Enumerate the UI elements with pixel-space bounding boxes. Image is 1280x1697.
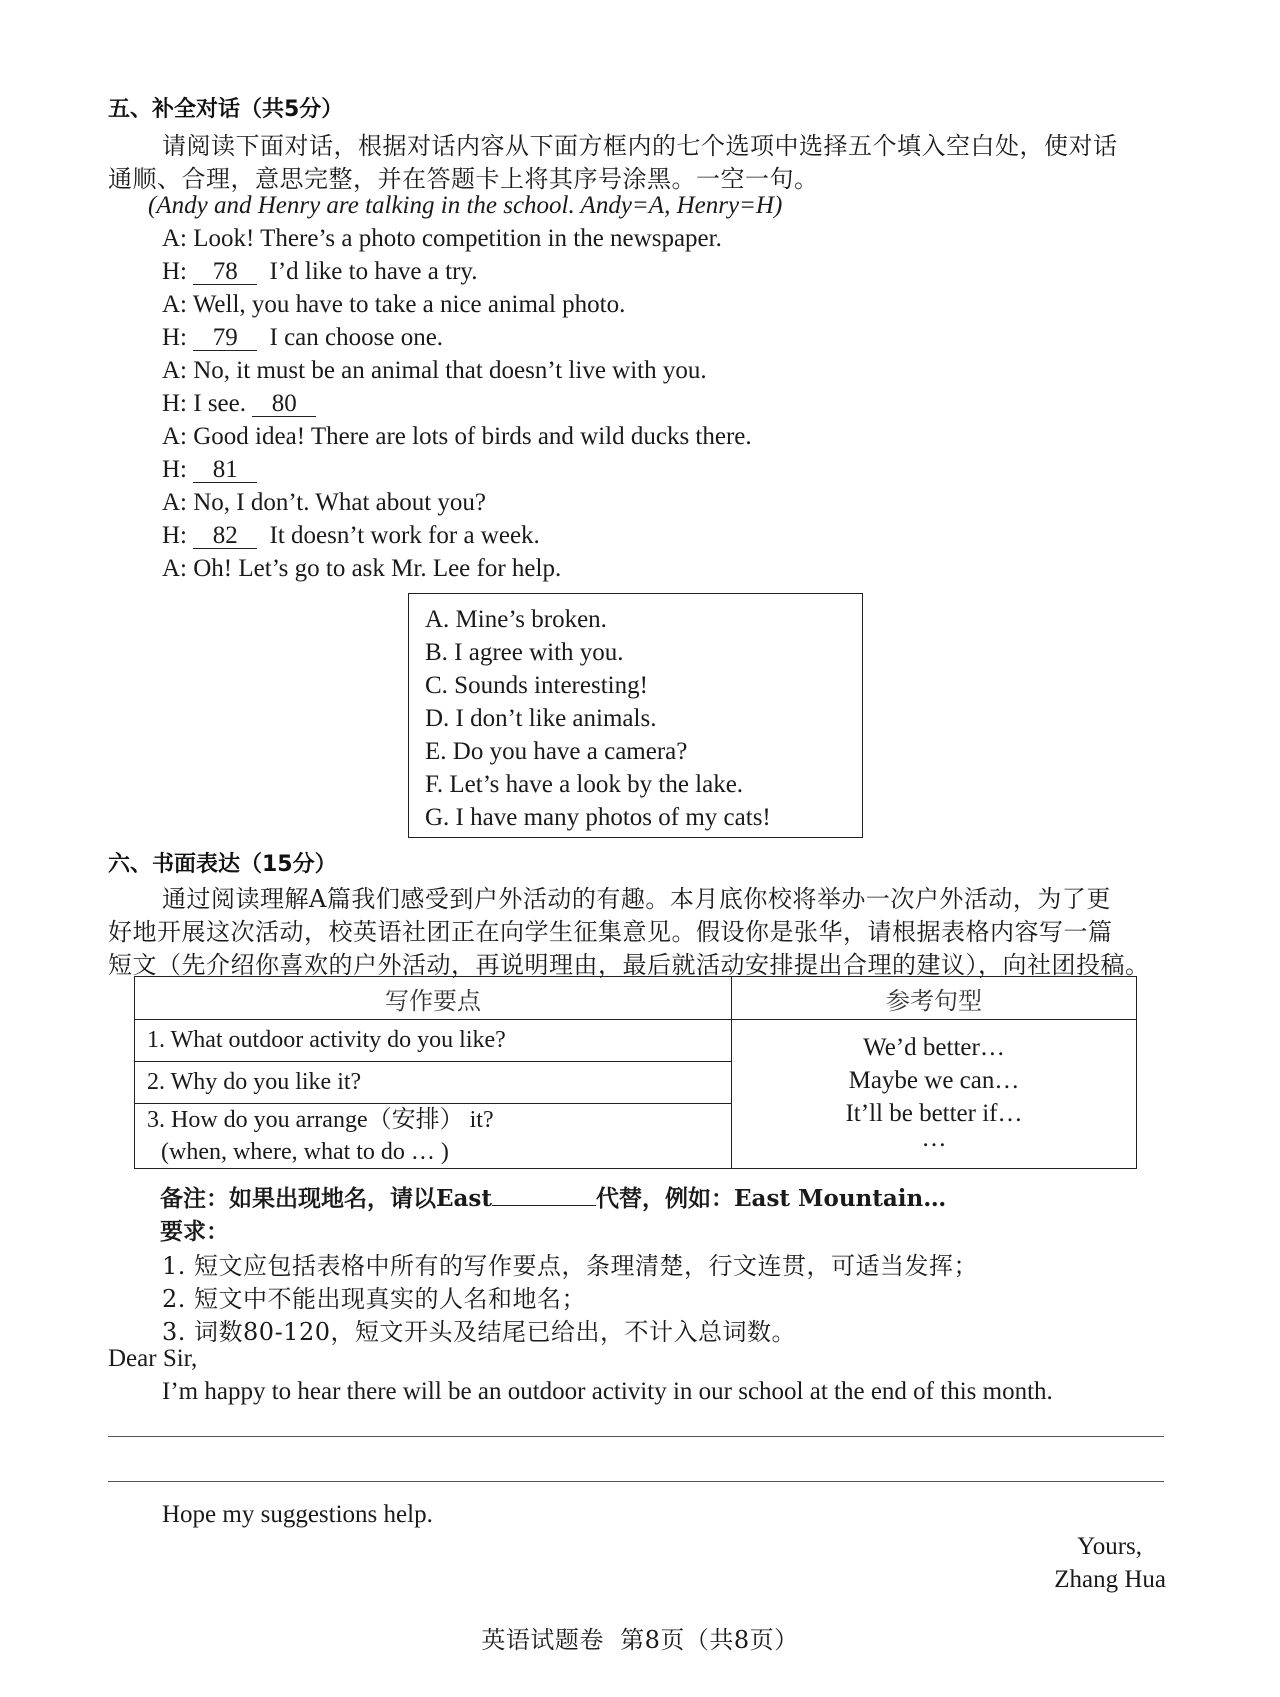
dialogue-line-2	[162, 258, 478, 286]
dialogue-prefix: I see.	[193, 390, 246, 417]
dialogue-line-4	[162, 324, 443, 352]
dialogue-text: I’d like to have a try.	[269, 258, 478, 285]
dialogue-line-10	[162, 522, 540, 550]
pattern-4: …	[921, 1124, 947, 1152]
options-box	[408, 593, 863, 838]
section5-title: 五、补全对话（共5分）	[108, 97, 344, 122]
speaker-label: H:	[162, 258, 187, 285]
reference-patterns	[732, 1020, 1137, 1169]
letter-signoff: Yours,	[1077, 1533, 1142, 1560]
section5-instruction-line2: 通顺、合理，意思完整，并在答题卡上将其序号涂黑。一空一句。	[108, 165, 819, 193]
speaker-label: A:	[162, 225, 187, 252]
pattern-3: It’ll be better if…	[845, 1099, 1023, 1127]
speaker-label: A:	[162, 357, 187, 384]
dialogue-text: Oh! Let’s go to ask Mr. Lee for help.	[193, 555, 562, 582]
option-b: B. I agree with you.	[425, 639, 624, 666]
dialogue-line-6	[162, 390, 322, 418]
dialogue-text: Look! There’s a photo competition in the newspaper.	[193, 225, 722, 252]
dialogue-context: (Andy and Henry are talking in the school. Andy=A, Henry=H)	[148, 192, 783, 219]
speaker-label: A:	[162, 291, 187, 318]
table-header-patterns: 参考句型	[732, 977, 1137, 1020]
section6-instruction-line3: 短文（先介绍你喜欢的户外活动，再说明理由，最后就活动安排提出合理的建议），向社团投稿。	[108, 951, 1150, 979]
speaker-label: H:	[162, 522, 187, 549]
letter-signature: Zhang Hua	[1054, 1566, 1166, 1593]
dialogue-line-8	[162, 456, 263, 484]
writing-point-3-sub: (when, where, what to do … )	[161, 1139, 449, 1165]
option-a: A. Mine’s broken.	[425, 606, 607, 633]
speaker-label: A:	[162, 489, 187, 516]
section5-instruction-line1: 请阅读下面对话，根据对话内容从下面方框内的七个选项中选择五个填入空白处，使对话	[162, 132, 1118, 160]
writing-point-2: 2. Why do you like it?	[135, 1062, 732, 1104]
speaker-label: A:	[162, 423, 187, 450]
letter-salutation: Dear Sir,	[108, 1345, 198, 1372]
dialogue-line-7	[162, 423, 752, 451]
section6-instruction-line1: 通过阅读理解A篇我们感受到户外活动的有趣。本月底你校将举办一次户外活动，为了更	[162, 885, 1111, 913]
speaker-label: H:	[162, 456, 187, 483]
note-blank	[492, 1185, 596, 1206]
dialogue-text: It doesn’t work for a week.	[269, 522, 540, 549]
writing-point-3-main: 3. How do you arrange（安排） it?	[147, 1107, 494, 1133]
requirements-label: 要求：	[160, 1218, 229, 1245]
requirement-1: 1. 短文应包括表格中所有的写作要点，条理清楚，行文连贯，可适当发挥；	[162, 1252, 979, 1280]
speaker-label: H:	[162, 324, 187, 351]
writing-points-table	[134, 976, 1137, 1169]
pattern-2: Maybe we can…	[848, 1066, 1020, 1094]
letter-closing: Hope my suggestions help.	[162, 1501, 433, 1528]
requirement-3: 3. 词数80-120，短文开头及结尾已给出，不计入总词数。	[162, 1318, 796, 1346]
dialogue-text: No, I don’t. What about you?	[193, 489, 487, 516]
writing-point-1: 1. What outdoor activity do you like?	[135, 1020, 732, 1062]
answer-line-1	[108, 1436, 1164, 1437]
answer-blank-81: 81	[193, 458, 257, 483]
dialogue-line-11	[162, 555, 561, 583]
section6-instruction-line2: 好地开展这次活动，校英语社团正在向学生征集意见。假设你是张华，请根据表格内容写一篇	[108, 918, 1113, 946]
dialogue-line-5	[162, 357, 707, 385]
option-c: C. Sounds interesting!	[425, 672, 648, 699]
dialogue-line-9	[162, 489, 486, 517]
speaker-label: H:	[162, 390, 187, 417]
answer-blank-79: 79	[193, 326, 257, 351]
pattern-1: We’d better…	[863, 1033, 1005, 1061]
dialogue-line-3	[162, 291, 625, 319]
dialogue-text: I can choose one.	[269, 324, 444, 351]
place-name-note	[160, 1180, 946, 1213]
option-f: F. Let’s have a look by the lake.	[425, 771, 744, 798]
answer-line-2	[108, 1481, 1164, 1482]
option-g: G. I have many photos of my cats!	[425, 804, 771, 831]
writing-point-3	[135, 1104, 732, 1169]
dialogue-text: Good idea! There are lots of birds and wild ducks there.	[193, 423, 752, 450]
letter-opening: I’m happy to hear there will be an outdoor activity in our school at the end of this month.	[162, 1378, 1053, 1405]
answer-blank-78: 78	[193, 260, 257, 285]
dialogue-text: No, it must be an animal that doesn’t live with you.	[193, 357, 707, 384]
option-e: E. Do you have a camera?	[425, 738, 688, 765]
dialogue-line-1	[162, 225, 722, 253]
page-footer: 英语试题卷 第8页（共8页）	[481, 1626, 799, 1654]
answer-blank-82: 82	[193, 524, 257, 549]
speaker-label: A:	[162, 555, 187, 582]
dialogue-text: Well, you have to take a nice animal photo.	[192, 291, 626, 318]
note-prefix: 备注：如果出现地名，请以East	[160, 1185, 493, 1212]
requirement-2: 2. 短文中不能出现真实的人名和地名；	[162, 1285, 587, 1313]
section6-title: 六、书面表达（15分）	[108, 852, 337, 877]
answer-blank-80: 80	[252, 392, 316, 417]
note-suffix: 代替，例如：East Mountain…	[596, 1185, 947, 1212]
option-d: D. I don’t like animals.	[425, 705, 657, 732]
table-header-points: 写作要点	[135, 977, 732, 1020]
